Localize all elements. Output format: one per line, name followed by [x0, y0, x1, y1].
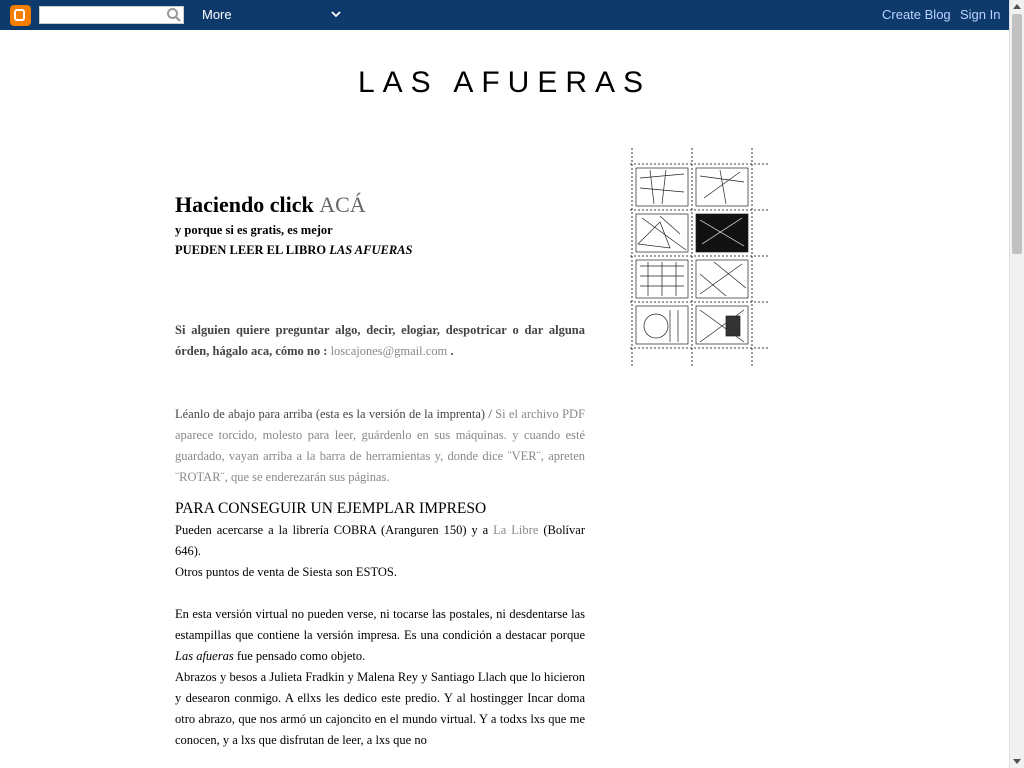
scroll-down-arrow-icon[interactable] — [1013, 759, 1021, 764]
blog-title[interactable]: LAS AFUERAS — [357, 66, 652, 99]
virtual-italic: Las afueras — [175, 649, 234, 663]
search-icon[interactable] — [166, 7, 182, 23]
contact-end: . — [447, 344, 454, 358]
read-text: Léanlo de abajo para arriba (esta es la versión de la imprenta) / — [175, 407, 496, 421]
virtual-text-a: En esta versión virtual no pueden verse, ni tocarse las postales, ni desdentarse las estampillas que contiene la versión impresa. Es una condición a destacar porque — [175, 607, 585, 642]
page-scrollbar[interactable] — [1009, 0, 1024, 768]
create-blog-link[interactable]: Create Blog — [882, 7, 951, 22]
post-body — [175, 190, 585, 751]
section-heading: PARA CONSEGUIR UN EJEMPLAR IMPRESO — [175, 500, 487, 517]
book-line-text: PUEDEN LEER EL LIBRO — [175, 243, 330, 257]
points-paragraph: Otros puntos de venta de Siesta son ESTOS. — [175, 565, 397, 579]
contact-text: Si alguien quiere preguntar algo, decir, elogiar, despotricar o dar alguna órden, hágalo aca, cómo no : — [175, 323, 585, 358]
post-title-text: Haciendo click — [175, 192, 320, 217]
contact-paragraph — [175, 320, 585, 362]
blogger-logo-icon[interactable] — [10, 5, 31, 26]
scroll-up-arrow-icon[interactable] — [1013, 4, 1021, 9]
virtual-text-b: fue pensado como objeto. — [233, 649, 366, 663]
buy-text-a: Pueden acercarse a la librería COBRA (Aranguren 150) y a — [175, 523, 494, 537]
contact-email-link[interactable]: loscajones@gmail.com — [330, 344, 448, 358]
la-libre-link[interactable]: La Libre — [493, 523, 539, 537]
pdf-instructions-link[interactable]: Si el archivo PDF aparece torcido, molesto para leer, guárdenlo en sus máquinas. y cuando esté guardado, vayan arriba a la barra de herramientas y, donde dice ¨VER¨, apreten ¨ROTAR¨, que se enderezarán sus páginas. — [175, 407, 586, 484]
subline: y porque si es gratis, es mejor — [175, 223, 333, 237]
search-input[interactable] — [39, 6, 184, 24]
book-line-title: LAS AFUERAS — [329, 243, 413, 257]
read-paragraph — [175, 404, 585, 488]
stamps-map-image[interactable] — [630, 148, 770, 368]
post-title-link[interactable]: ACÁ — [319, 192, 366, 217]
more-menu[interactable]: More — [202, 7, 232, 22]
scroll-thumb[interactable] — [1012, 14, 1022, 254]
virtual-paragraph — [175, 604, 585, 667]
buy-text-b: (Bolívar 646). — [175, 523, 585, 558]
blogger-navbar — [0, 0, 1009, 30]
post-title — [175, 190, 585, 220]
thanks-paragraph: Abrazos y besos a Julieta Fradkin y Malena Rey y Santiago Llach que lo hicieron y desearon conmigo. A ellxs les dedico este predio. Y al hostingger Incar doma otro abrazo, que nos armó un cajoncito en el mundo virtual. Y a todxs lxs que me conocen, y a lxs que disfrutan de leer, a lxs que no — [175, 670, 585, 747]
sign-in-link[interactable]: Sign In — [960, 7, 1001, 22]
book-line — [175, 240, 585, 260]
chevron-down-icon[interactable] — [330, 8, 342, 20]
buy-paragraph — [175, 520, 585, 562]
